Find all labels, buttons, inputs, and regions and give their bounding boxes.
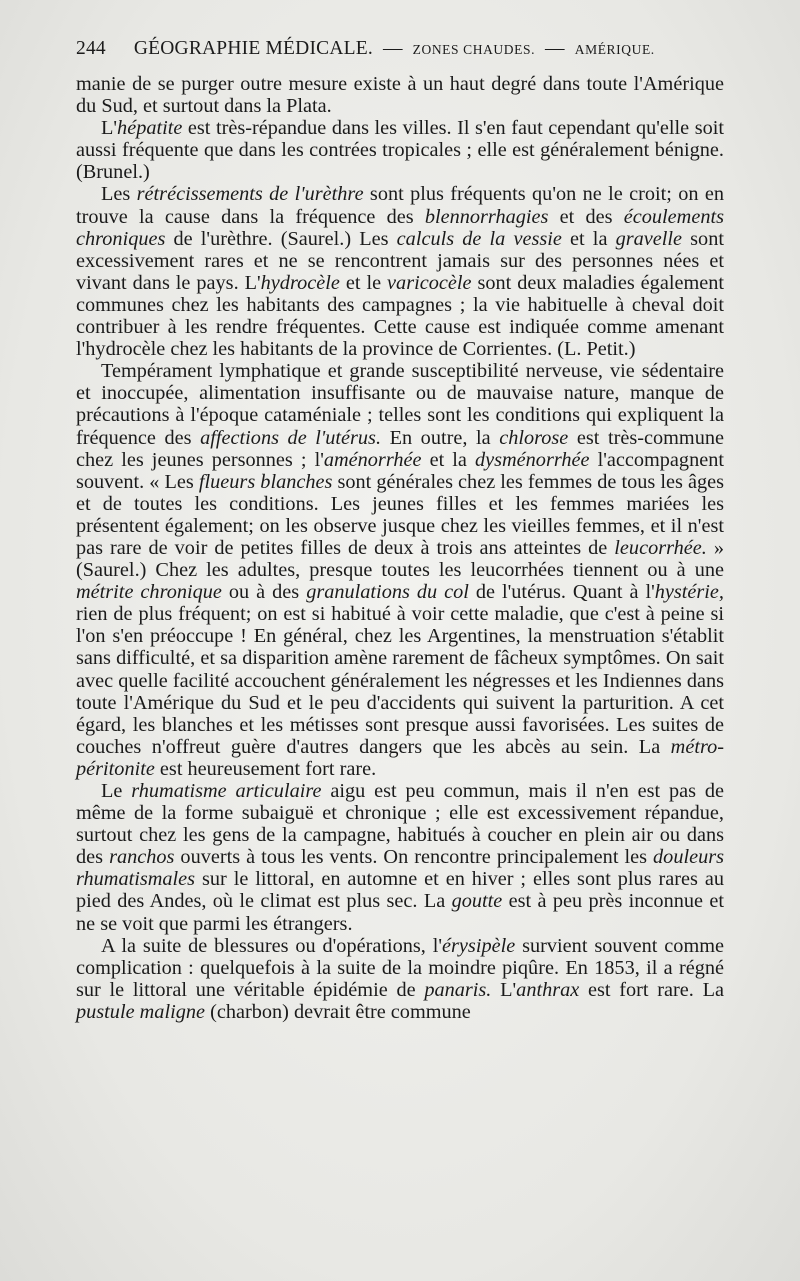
text-run: sont générales chez les femmes de tous les âges et de toutes les conditions. Les jeunes filles et les femmes mariées les présentent également; on les observe jusque chez les vieilles femmes, et il n'est pas rare de voir de petites filles de deux à trois ans atteintes de: [76, 470, 725, 559]
italic-term: calculs de la vessie: [396, 227, 562, 250]
italic-term: panaris.: [424, 978, 492, 1001]
italic-term: rétrécissements de l'urèthre: [136, 183, 364, 206]
text-run: sont plus fréquents qu'on ne le croit; on en trouve la cause dans la fréquence des: [76, 183, 725, 228]
section-title: ZONES CHAUDES.: [412, 42, 536, 57]
page-number: 244: [76, 38, 106, 59]
text-run: est très-commune chez les jeunes personnes ; l': [76, 426, 724, 471]
paragraph-6: [76, 935, 724, 1023]
text-run: Les: [101, 183, 137, 206]
text-run: et le: [339, 271, 388, 294]
text-run: » (Saurel.) Chez les adultes, presque toutes les leucorrhées tiennent ou à une: [76, 536, 724, 582]
italic-term: goutte: [451, 890, 503, 913]
italic-term: érysipèle: [442, 934, 516, 957]
text-run: En outre, la: [381, 426, 500, 449]
italic-term: pustule maligne: [76, 1000, 205, 1023]
book-title: GÉOGRAPHIE MÉDICALE.: [133, 38, 373, 59]
italic-term: ranchos: [109, 846, 175, 869]
italic-term: écoulements chroniques: [76, 205, 724, 250]
text-run: L': [101, 117, 118, 140]
text-run: est à peu près inconnue et ne se voit que parmi les étrangers.: [76, 890, 724, 935]
text-run: A la suite de blessures ou d'opérations, l': [101, 934, 443, 957]
text-run: Tempérament lymphatique et grande susceptibilité nerveuse, vie sédentaire et inoccupée, alimentation insuffisante ou de mauvaise nature, manque de précautions à l'époque cataméniale ; telles sont les conditions qui expliquent la fréquence des: [76, 360, 724, 449]
italic-term: leucorrhée.: [614, 536, 707, 559]
subsection-title: AMÉRIQUE.: [574, 42, 655, 57]
text-run: ou à des: [221, 581, 307, 604]
paragraph-3: [76, 183, 724, 360]
text-run: sont deux maladies également communes chez les habitants des campagnes ; la vie habituelle à cheval doit contribuer à les rendre fréquentes. Cette cause est indiquée comme amenant l'hydrocèle chez les habitants de la province de Corrientes. (L. Petit.): [76, 271, 725, 361]
italic-term: hystérie,: [654, 581, 725, 604]
paragraph-2: [76, 117, 724, 183]
text-run: est très-répandue dans les villes. Il s'en faut cependant qu'elle soit aussi fréquente que dans les contrées tropicales ; elle est généralement bénigne. (Brunel.): [76, 117, 724, 184]
italic-term: métrite chronique: [76, 581, 222, 604]
text-run: est fort rare. La: [579, 978, 724, 1001]
text-run: l'accompagnent souvent. « Les: [76, 448, 724, 493]
running-header: [76, 38, 726, 60]
italic-term: varicocèle: [387, 271, 472, 294]
text-run: survient souvent comme complication : quelquefois à la suite de la moindre piqûre. En 1853, il a régné sur le littoral une véritable épidémie de: [76, 934, 724, 1001]
text-run: est heureusement fort rare.: [154, 757, 377, 780]
italic-term: douleurs rhumatismales: [76, 846, 725, 891]
text-run: aigu est peu commun, mais il n'en est pas de même de la forme subaiguë et chronique ; elle est excessivement répandue, surtout chez les gens de la campagne, habitués à coucher en plein air ou dans des: [76, 780, 724, 869]
header-dash-2: —: [545, 38, 565, 59]
italic-term: anthrax: [516, 978, 580, 1001]
text-run: L': [491, 978, 517, 1001]
italic-term: chlorose: [499, 426, 569, 449]
italic-term: flueurs blanches: [198, 470, 333, 493]
text-run: et la: [561, 227, 616, 250]
italic-term: affections de l'utérus.: [200, 426, 382, 449]
text-run: de l'utérus. Quant à l': [468, 581, 655, 604]
body-text: [76, 73, 724, 1023]
italic-term: granulations du col: [306, 581, 469, 604]
text-run: sont excessivement rares et ne se rencontrent jamais sur des personnes nées et vivant dans le pays. L': [76, 227, 724, 294]
italic-term: dysménorrhée: [474, 448, 590, 471]
text-run: (charbon) devrait être commune: [205, 1000, 471, 1023]
text-run: sur le littoral, en automne et en hiver ; elles sont plus rares au pied des Andes, où le climat est plus sec. La: [76, 868, 724, 913]
italic-term: gravelle: [615, 227, 683, 250]
text-run: ouverts à tous les vents. On rencontre principalement les: [174, 846, 654, 869]
text-run: Le: [101, 780, 132, 802]
text-run: de l'urèthre. (Saurel.) Les: [165, 227, 397, 250]
italic-term: hépatite: [117, 117, 183, 140]
text-run: manie de se purger outre mesure existe à un haut degré dans toute l'Amérique du Sud, et surtout dans la Plata.: [76, 73, 724, 118]
italic-term: blennorrhagies: [424, 205, 549, 228]
italic-term: hydrocèle: [260, 271, 340, 294]
italic-term: métro-péritonite: [76, 735, 724, 780]
header-dash-1: —: [382, 38, 403, 59]
paragraph-1: [76, 73, 724, 117]
paragraph-5: [76, 780, 724, 935]
text-run: rien de plus fréquent; on est si habitué à voir cette maladie, que c'est à peine si l'on s'en préoccupe ! En général, chez les Argentines, la menstruation s'établit sans difficulté, et sa disparition amène rarement de fâcheux symptômes. On sait avec quelle facilité accouchent généralement les négresses et les Indiennes dans toute l'Amérique du Sud et le peu d'accidents qui suivent la parturition. A cet égard, les blanches et les métisses sont presque aussi favorisées. Les suites de couches n'offreut guère d'autres dangers que les abcès au sein. La: [76, 603, 724, 758]
italic-term: rhumatisme articulaire: [131, 780, 322, 802]
paragraph-4: [76, 360, 724, 780]
text-run: et des: [548, 205, 624, 228]
text-run: et la: [421, 448, 475, 471]
italic-term: aménorrhée: [323, 448, 422, 471]
